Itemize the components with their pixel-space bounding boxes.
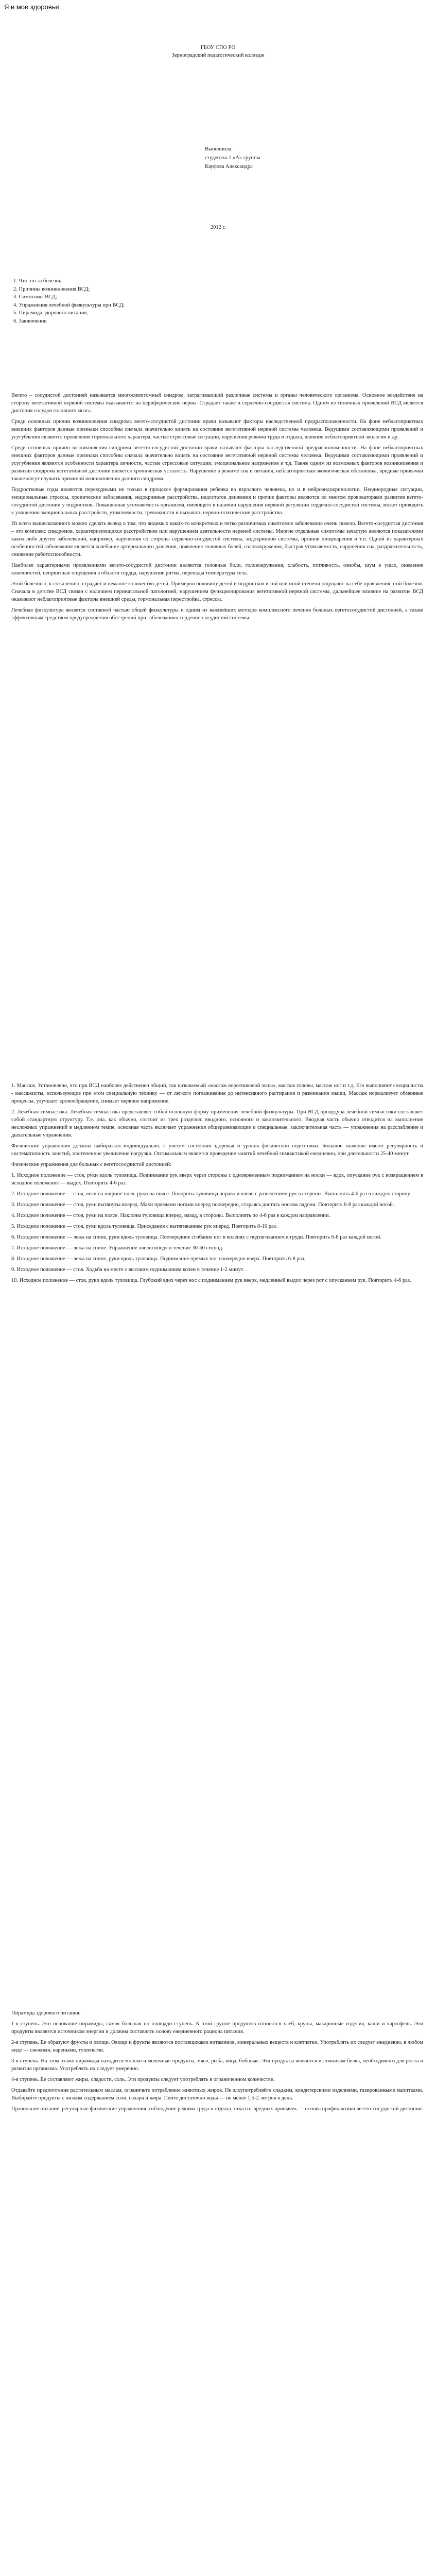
toc-item: 3. Симптомы ВСД; <box>13 294 57 300</box>
paragraph: Подростковые годы являются переходными не только в процессе формирования ребенка во взрослого человека, но и в нейроэндокринологии. Неоднородные ситуации, эмоциональные стрессы, хронические заболевания, эндокринные расстройства, недостаток движения и прочие факторы являются во многом провокаторами развития вегето-сосудистой дистонии у подростков. Повышенная утомляемость организма, имеющего в наличии нарушения нервной регуляции сердечно-сосудистой системы, может приводить к учащению эмоциональных расстройств, утомляемости, тревожности и вызывать нервно-психические расстройства. <box>11 487 423 516</box>
paragraph: 2. Лечебная гимнастика. Лечебная гимнастика представляет собой основную форму применения лечебной физкультуры. При ВСД процедура лечебной гимнастики составляет собой стандартную структуру. Т.е. она, как обычно, состоит из трех разделов: вводного, основного и заключительного. Вводная часть обычно отводится на выполнение несложных упражнений в медленном темпе, основная часть включает упражнения общеразвивающие и специальные, заключительная часть — упражнения на расслабление и дыхательные упражнения. <box>11 1109 423 1138</box>
paragraph: 10. Исходное положение — стоя, руки вдоль туловища. Глубокий вдох через нос с подниманием рук вверх, медленный выдох через рот с опусканием рук. Повторить 4-6 раз. <box>11 1278 411 1283</box>
paragraph: Вегето – сосудистой дистонией называется многосимптомный синдром, затрагивающий различные системы и органы человеческого организма. Основное воздействие на сторону вегетативной нервной системы оказывается на периферические нервы. Страдает также и сердечно-сосудистая система. Одним из типичных проявлений ВСД является дистония сосудов головного мозга. <box>11 393 423 414</box>
paragraph: Физические упражнения должны выбираться индивидуально, с учетом состояния здоровья и уровня физической подготовки. Большое значение имеют регулярность и систематичность занятий, постепенное увеличение нагрузки. Оптимальным является проведение занятий лечебной гимнастикой ежедневно, при длительности 25-40 минут. <box>11 1143 423 1157</box>
paragraph: Лечебная физкультура является составной частью общей физкультуры и одним из важнейших методов комплексного лечения больных вегетососудистой дистонией, а также эффективным средством предупреждения обострений при заболеваниях сердечно-сосудистой системы. <box>11 607 423 621</box>
body-section-pyramid <box>11 2009 423 2116</box>
paragraph: 7. Исходное положение — лежа на спине. Упражнение «велосипед» в течение 30-60 секунд. <box>11 1245 223 1251</box>
paragraph: 3. Исходное положение — стоя, руки вытянуты вперед. Махи прямыми ногами вперед поочередно, стараясь достать носком ладони. Повторить 6-8 раз каждой ногой. <box>11 1202 394 1208</box>
paragraph: Из всего вышесказанного можно сделать вывод о том, что видимых каких-то конкретных и четко различимых симптомов заболевания очень тяжело. Вегето-сосудистая дистония – это комплекс синдромов, характеризующихся расстройством или нарушением деятельности нервной системы. Многие отдельные симптомы зачастую являются показателями каких-либо других заболеваний, например, нарушения со стороны сердечно-сосудистой системы, эндокринной системы, органов пищеварения и т.п. Одной из характерных особенностей заболевания является колебание артериального давления, появление головных болей, головокружения, быстрая утомляемость, нарушения сна, раздражительность, снижение работоспособности. <box>11 521 423 557</box>
paragraph: Правильное питание, регулярные физические упражнения, соблюдение режима труда и отдыха, отказ от вредных привычек — основа профилактики вегето-сосудистой дистонии. <box>11 2106 423 2112</box>
toc-item: 2. Причины возникновения ВСД; <box>13 286 90 292</box>
signature-group: студентка 1 «А» группы <box>205 155 260 161</box>
signature-label: Выполнила: <box>205 146 233 152</box>
toc-item: 5. Пирамида здорового питания; <box>13 310 89 316</box>
document-title: Я и мое здоровье <box>4 3 59 11</box>
paragraph: Наиболее характерными проявлениями вегето-сосудистой дистонии являются головные боли, головокружения, слабость, потливость, ознобы, шум в ушах, онемение конечностей, неприятные ощущения в области сердца, нарушение ритма, перепады температуры тела. <box>11 563 423 576</box>
paragraph: Среди основных причин возникновения синдрома вегетто-сосудистой дистонии врачи называют факторы наследственной предрасположенности. На фоне неблагоприятных внешних факторов данные признаки способны сначала значительно влиять на состояние вегетативной нервной системы человека. Ведущими составляющими проявлений и усугубления являются особенности характера личности, частые стрессовые ситуации, эмоциональное напряжение и т.д. Также одним из возможных факторов возникновения и развития синдрома вегетативной дистонии является хроническая усталость. Нарушение в режиме сна и питания, неблагоприятная экологическая обстановка, вредные привычки также могут служить причиной возникновения данного синдрома. <box>11 445 423 482</box>
signature-author: Кауфова Александра <box>205 164 253 170</box>
paragraph: 8. Исходное положение — лежа на спине, руки вдоль туловища. Поднимание прямых ног поочередно вверх. Повторить 6-8 раз. <box>11 1256 306 1262</box>
paragraph: Пирамида здорового питания. <box>11 2010 81 2016</box>
body-section-exercises <box>11 1082 423 1287</box>
paragraph: Отдавайте предпочтение растительным маслам, ограничьте потребление животных жиров. Не злоупотребляйте сладким, кондитерскими изделиями, газированными напитками. Выбирайте продукты с низким содержанием соли, сахара и жира. Пейте достаточно воды — не менее 1,5-2 литров в день. <box>11 2088 423 2101</box>
paragraph: 1-я ступень. Это основание пирамиды, самая большая по площади ступень. К этой группе продуктов относятся хлеб, крупы, макаронные изделия, каши и картофель. Эти продукты являются источником энергии и должны составлять основу ежедневного рациона питания. <box>11 2021 423 2035</box>
paragraph: 5. Исходное положение — стоя, руки вдоль туловища. Приседания с вытягиванием рук вперед. Повторить 8-10 раз. <box>11 1224 277 1229</box>
body-section-intro <box>11 392 423 625</box>
paragraph: Этой болезнью, к сожалению, страдает и немалое количество детей. Примерно половину детей и подростков в той или иной степени ощущают на себе проявления этой болезни. Сначала в детстве ВСД связан с наличием перинатальной патологией, нарушением функционирования вегетативной нервной системы, дальнейшее влияние на развитие ВСД оказывают неблагоприятные факторы внешней среды, гормональная перестройка, стрессы. <box>11 581 423 602</box>
paragraph: 1. Массаж. Установлено, что при ВСД наиболее действенен общий, так называемый «массаж воротниковой зоны», массаж головы, массаж ног и т.д. Его выполняют специалисты - массажисты, использующие при этом специальную технику — от легкого поглаживания до интенсивного растирания и разминания мышц. Массаж нормализует обменные процессы, улучшает кровообращение, снимает нервное напряжение. <box>11 1083 423 1104</box>
toc-item: 4. Упражнения лечебной физкультуры при ВСД; <box>13 302 125 308</box>
paragraph: 3-я ступень. На этом этаже пирамиды находятся молоко и молочные продукты, мясо, рыба, яйца, бобовые. Эти продукты являются источником белка, необходимого для роста и развития организма. Употреблять их следует умеренно. <box>11 2058 423 2072</box>
toc-item: 6. Заключение. <box>13 318 48 324</box>
paragraph: 1. Исходное положение — стоя, руки вдоль туловища. Поднимание рук вверх через стороны с одновременным подниманием на носки — вдох, опускание рук с возвращением в исходное положение — выдох. Повторить 4-6 раз. <box>11 1173 423 1186</box>
org-line-1: ГБОУ СПО РО <box>200 45 236 50</box>
paragraph: Физические упражнения для больных с вегетососудистой дистонией: <box>11 1162 171 1167</box>
paragraph: 2-я ступень. Ее образуют фрукты и овощи. Овощи и фрукты являются поставщиками витаминов, минеральных веществ и клетчатки. Употреблять их следует ежедневно, в любом виде — свежими, вареными, тушеными. <box>11 2040 423 2053</box>
paragraph: 9. Исходное положение — стоя. Ходьба на месте с высоким подниманием колен в течение 1-2 минут. <box>11 1267 245 1273</box>
org-line-2: Зерноградский педагогический колледж <box>171 53 265 58</box>
toc-item: 1. Что это за болезнь; <box>13 278 63 284</box>
paragraph: 6. Исходное положение — лежа на спине, руки вдоль туловища. Поочередное сгибание ног в коленях с подтягиванием к груди. Повторить 6-8 раз каждой ногой. <box>11 1234 382 1240</box>
paragraph: 4. Исходное положение — стоя, руки на поясе. Наклоны туловища вперед, назад, в стороны. Выполнять по 4-6 раз в каждом направлении. <box>11 1213 330 1218</box>
table-of-contents <box>13 277 125 325</box>
paragraph: Среди основных причин возникновения синдрома вегето-сосудистой дистонии врачи называют факторы наследственной предрасположенности. На фоне неблагоприятных внешних факторов данные признаки способны сначала значительно влиять на состояние вегетативной нервной системы человека. Ведущими составляющими проявлений и усугубления являются проявления гормонального характера, частые стрессовые ситуации, нарушения режима труда и отдыха, влияние неблагоприятной экологии и др. <box>11 419 423 440</box>
paragraph: 2. Исходное положение — стоя, ноги на ширине плеч, руки на поясе. Повороты туловища вправо и влево с разведением рук в стороны. Выполнять 4-6 раз в каждую сторону. <box>11 1191 411 1197</box>
paragraph: 4-я ступень. Ее составляют жиры, сладости, соль. Эти продукты следует употреблять в ограниченном количестве. <box>11 2077 275 2082</box>
year: 2012 г. <box>210 225 226 230</box>
